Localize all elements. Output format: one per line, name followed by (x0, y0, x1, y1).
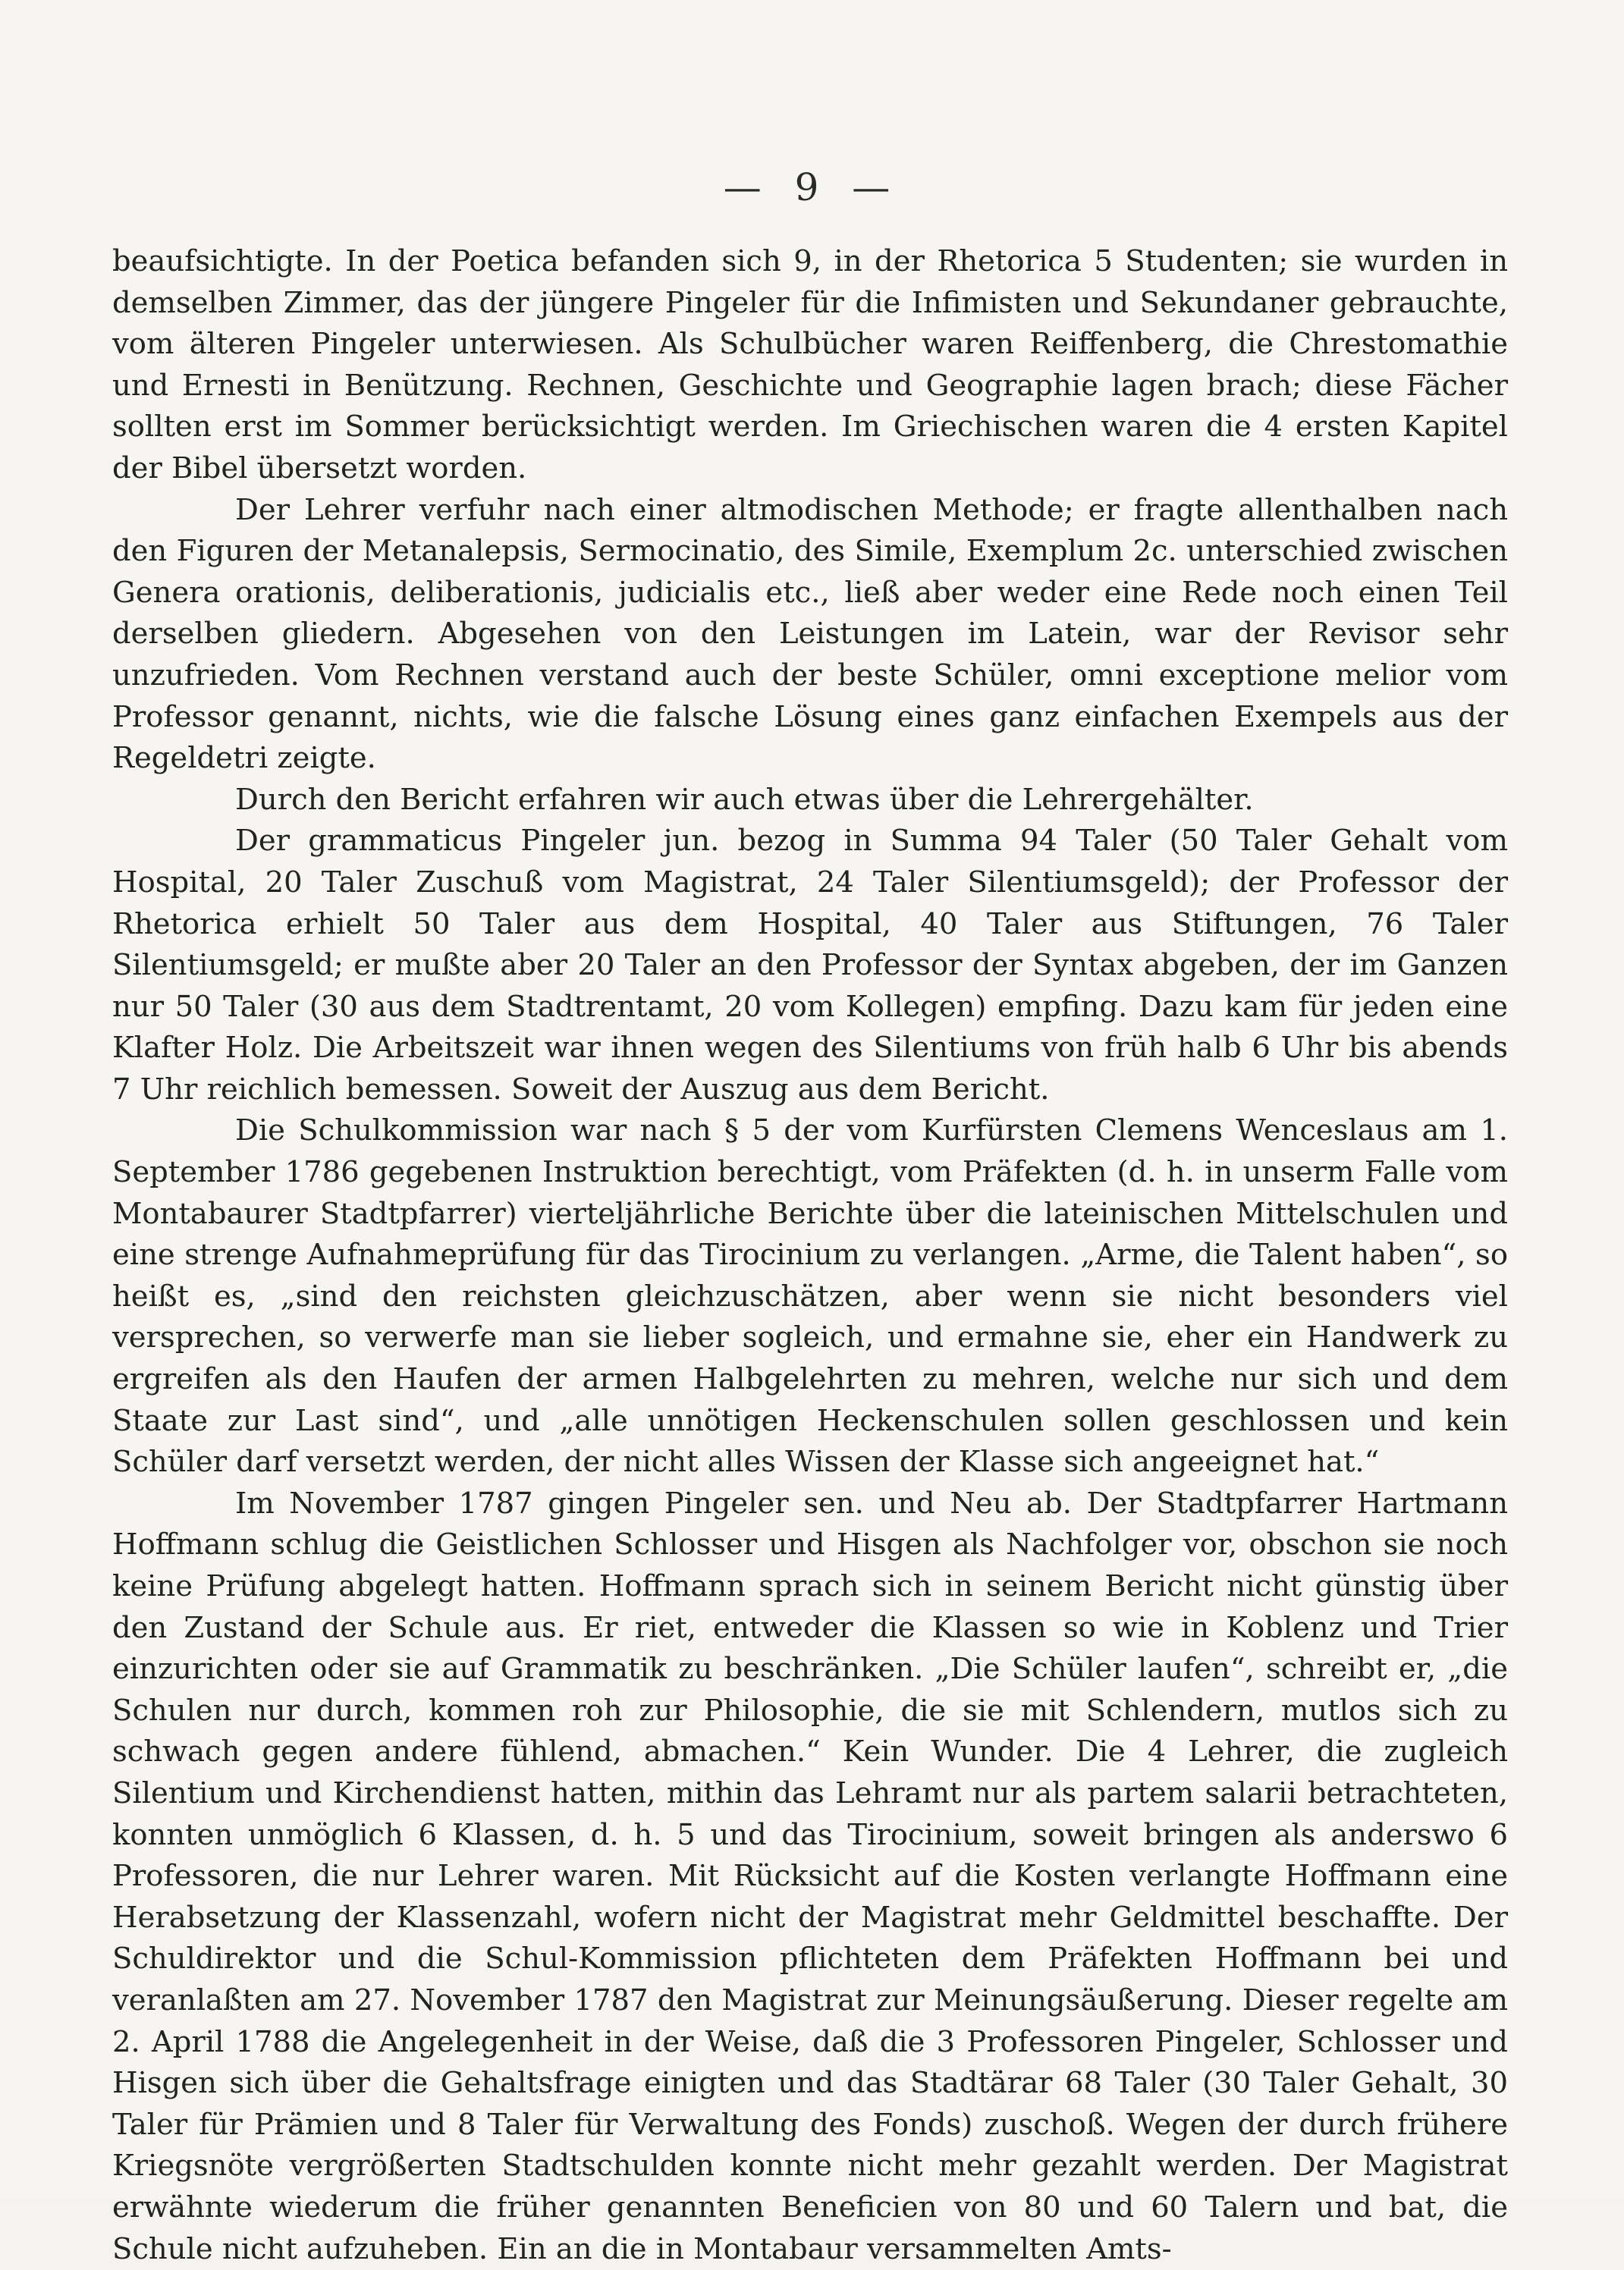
paragraph-continuation: beaufsichtigte. In der Poetica befanden sich 9, in der Rhetorica 5 Studenten; sie wurden in demselben Zimmer, das der jüngere Pingeler für die Infimisten und Sekundaner gebrauchte, vom älteren Pingeler unterwiesen. Als Schulbücher waren Reiffenberg, die Chrestomathie und Ernesti in Benützung. Rechnen, Geschichte und Geographie lagen brach; diese Fächer sollten erst im Sommer berücksichtigt werden. Im Griechischen waren die 4 ersten Kapitel der Bibel übersetzt worden. (112, 244, 1508, 485)
paragraph-teaching-method: Der Lehrer verfuhr nach einer altmodischen Methode; er fragte allenthalben nach den Figuren der Metanalepsis, Sermocinatio, des Simile, Exemplum 2c. unterschied zwischen Genera orationis, deliberationis, judicialis etc., ließ aber weder eine Rede noch einen Teil derselben gliedern. Abgesehen von den Leistungen im Latein, war der Revisor sehr unzufrieden. Vom Rechnen verstand auch der beste Schüler, omni exceptione melior vom Professor genannt, nichts, wie die falsche Lösung eines ganz einfachen Exempels aus der Regeldetri zeigte. (112, 492, 1508, 776)
body-text (112, 241, 1508, 2270)
paragraph-school-commission: Die Schulkommission war nach § 5 der vom Kurfürsten Clemens Wenceslaus am 1. September 1786 gegebenen Instruktion berechtigt, vom Präfekten (d. h. in unserm Falle vom Montabaurer Stadtpfarrer) vierteljährliche Berichte über die lateinischen Mittelschulen und eine strenge Aufnahmeprüfung für das Tirocinium zu verlangen. „Arme, die Talent haben“, so heißt es, „sind den reichsten gleichzuschätzen, aber wenn sie nicht besonders viel versprechen, so verwerfe man sie lieber sogleich, und ermahne sie, eher ein Handwerk zu ergreifen als den Haufen der armen Halbgelehrten zu mehren, welche nur sich und dem Staate zur Last sind“, und „alle unnötigen Heckenschulen sollen geschlossen und kein Schüler darf versetzt werden, der nicht alles Wissen der Klasse sich angeeignet hat.“ (112, 1113, 1508, 1480)
page-number: — 9 — (723, 165, 901, 209)
paragraph-report-salaries-intro: Durch den Bericht erfahren wir auch etwas über die Lehrergehälter. (235, 782, 1254, 817)
paragraph-salaries: Der grammaticus Pingeler jun. bezog in Summa 94 Taler (50 Taler Gehalt vom Hospital, 20 Taler Zuschuß vom Magistrat, 24 Taler Silentiumsgeld); der Professor der Rhetorica erhielt 50 Taler aus dem Hospital, 40 Taler aus Stiftungen, 76 Taler Silentiumsgeld; er mußte aber 20 Taler an den Professor der Syntax abgeben, der im Ganzen nur 50 Taler (30 aus dem Stadtrentamt, 20 vom Kollegen) empfing. Dazu kam für jeden eine Klafter Holz. Die Arbeitszeit war ihnen wegen des Silentiums von früh halb 6 Uhr bis abends 7 Uhr reichlich bemessen. Soweit der Auszug aus dem Bericht. (112, 824, 1508, 1107)
paragraph-november-1787: Im November 1787 gingen Pingeler sen. und Neu ab. Der Stadtpfarrer Hartmann Hoffmann schlug die Geistlichen Schlosser und Hisgen als Nachfolger vor, obschon sie noch keine Prüfung abgelegt hatten. Hoffmann sprach sich in seinem Bericht nicht günstig über den Zustand der Schule aus. Er riet, entweder die Klassen so wie in Koblenz und Trier einzurichten oder sie auf Grammatik zu beschränken. „Die Schüler laufen“, schreibt er, „die Schulen nur durch, kommen roh zur Philosophie, die sie mit Schlendern, mutlos sich zu schwach gegen andere fühlend, abmachen.“ Kein Wunder. Die 4 Lehrer, die zugleich Silentium und Kirchendienst hatten, mithin das Lehramt nur als partem salarii betrachteten, konnten unmöglich 6 Klassen, d. h. 5 und das Tirocinium, soweit bringen als anderswo 6 Professoren, die nur Lehrer waren. Mit Rücksicht auf die Kosten verlangte Hoffmann eine Herabsetzung der Klassenzahl, wofern nicht der Magistrat mehr Geldmittel beschaffte. Der Schuldirektor und die Schul-Kommission pflichteten dem Präfekten Hoffmann bei und veranlaßten am 27. November 1787 den Magistrat zur Meinungsäußerung. Dieser regelte am 2. April 1788 die Angelegenheit in der Weise, daß die 3 Professoren Pingeler, Schlosser und Hisgen sich über die Gehaltsfrage einigten und das Stadtärar 68 Taler (30 Taler Gehalt, 30 Taler für Prämien und 8 Taler für Verwaltung des Fonds) zuschoß. Wegen der durch frühere Kriegsnöte vergrößerten Stadtschulden konnte nicht mehr gezahlt werden. Der Magistrat erwähnte wiederum die früher genannten Beneficien von 80 und 60 Talern und bat, die Schule nicht aufzuheben. Ein an die in Montabaur versammelten Amts- (112, 1486, 1508, 2266)
